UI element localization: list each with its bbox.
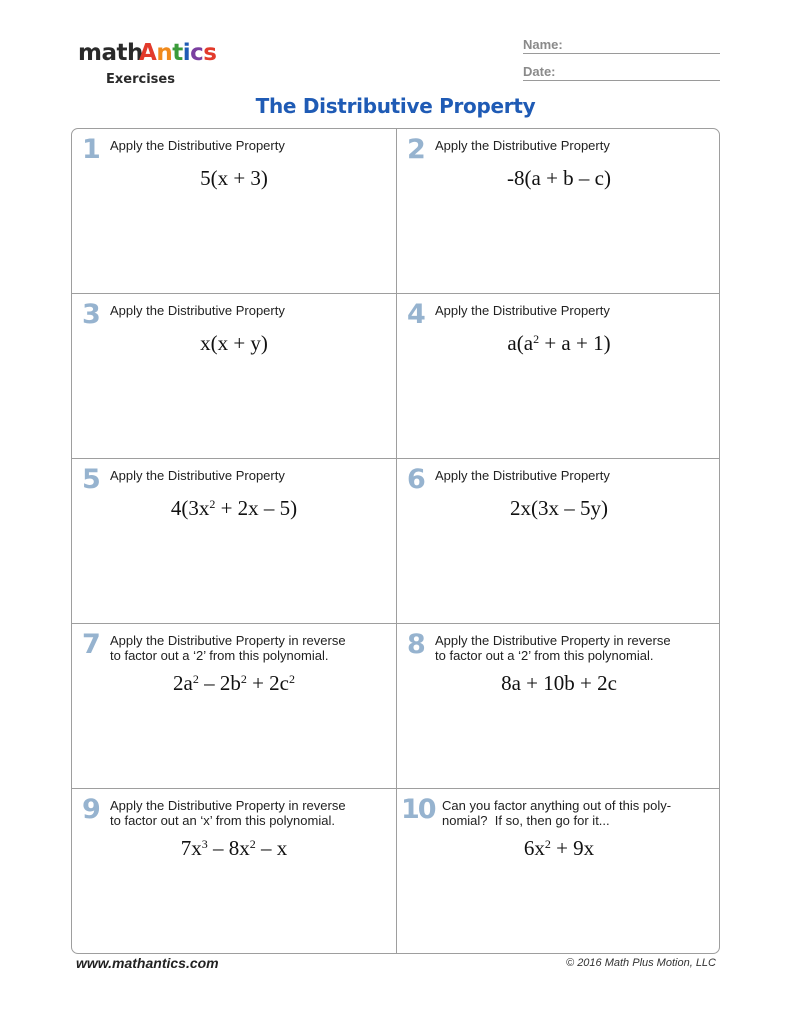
math-antics-logo	[78, 40, 218, 90]
problem-cell-7[interactable]	[72, 624, 396, 789]
logo-word-antics	[139, 40, 216, 66]
problem-instruction: Apply the Distributive Property	[435, 303, 610, 318]
logo-letter: c	[190, 40, 204, 66]
logo-letter: i	[182, 40, 191, 66]
problem-expression: x(x + y)	[200, 331, 268, 355]
problem-cell-5[interactable]	[72, 459, 396, 624]
problem-number: 9	[82, 794, 101, 825]
logo-subtitle: Exercises	[106, 72, 175, 87]
copyright-text: © 2016 Math Plus Motion, LLC	[566, 957, 716, 969]
problem-expression: $2a^2 - 2b^2 + 2c^2$	[173, 671, 295, 695]
problem-instruction: Apply the Distributive Property in reverse to factor out a ‘2’ from this polynomial.	[110, 633, 346, 663]
problem-cell-3[interactable]	[72, 294, 396, 459]
website-link[interactable]: www.mathantics.com	[76, 955, 219, 971]
problem-instruction: Apply the Distributive Property	[110, 138, 285, 153]
problem-cell-2[interactable]	[397, 129, 720, 294]
worksheet-title: The Distributive Property	[255, 94, 536, 118]
problem-instruction: Apply the Distributive Property in reverse to factor out a ‘2’ from this polynomial.	[435, 633, 671, 663]
problem-expression: -8(a + b – c)	[507, 166, 611, 190]
date-label: Date:	[523, 64, 556, 79]
logo-letter: s	[203, 40, 217, 66]
problem-expression: $4(3x^2 + 2x - 5)$	[170, 496, 298, 520]
date-field[interactable]	[523, 63, 720, 81]
problem-instruction: Apply the Distributive Property	[435, 468, 610, 483]
problem-cell-4[interactable]	[397, 294, 720, 459]
problem-grid	[71, 128, 720, 954]
problem-expression: $a(a^2 + a + 1)$	[507, 331, 611, 355]
logo-letter: A	[139, 40, 157, 66]
problem-number: 6	[407, 464, 426, 495]
problem-expression: 5(x + 3)	[200, 166, 268, 190]
problem-cell-1[interactable]	[72, 129, 396, 294]
problem-number: 4	[407, 299, 426, 330]
problem-number: 3	[82, 299, 101, 330]
problem-cell-6[interactable]	[397, 459, 720, 624]
problem-instruction: Apply the Distributive Property	[435, 138, 610, 153]
problem-cell-9[interactable]	[72, 789, 396, 954]
problem-number: 1	[82, 134, 101, 165]
problem-expression: 2x(3x – 5y)	[510, 496, 608, 520]
problem-number: 8	[407, 629, 426, 660]
logo-letter: n	[156, 40, 173, 66]
problem-expression: $7x^3 - 8x^2$ – x	[180, 836, 288, 860]
problem-number: 7	[82, 629, 101, 660]
problem-instruction: Apply the Distributive Property	[110, 468, 285, 483]
problem-instruction: Can you factor anything out of this poly- nomial? If so, then go for it...	[442, 798, 672, 828]
problem-expression: $6x^2 + 9x$	[523, 836, 595, 860]
name-label: Name:	[523, 37, 563, 52]
problem-expression: 8a + 10b + 2c	[501, 671, 617, 695]
logo-word-math: math	[78, 40, 143, 66]
problem-cell-8[interactable]	[397, 624, 720, 789]
logo-letter: t	[172, 40, 183, 66]
problem-number: 5	[82, 464, 101, 495]
name-field[interactable]	[523, 36, 720, 54]
problem-number: 2	[407, 134, 426, 165]
problem-instruction: Apply the Distributive Property	[110, 303, 285, 318]
problem-cell-10[interactable]	[397, 789, 720, 954]
problem-instruction: Apply the Distributive Property in reverse to factor out an ‘x’ from this polynomial.	[110, 798, 346, 828]
problem-number: 10	[401, 794, 435, 825]
